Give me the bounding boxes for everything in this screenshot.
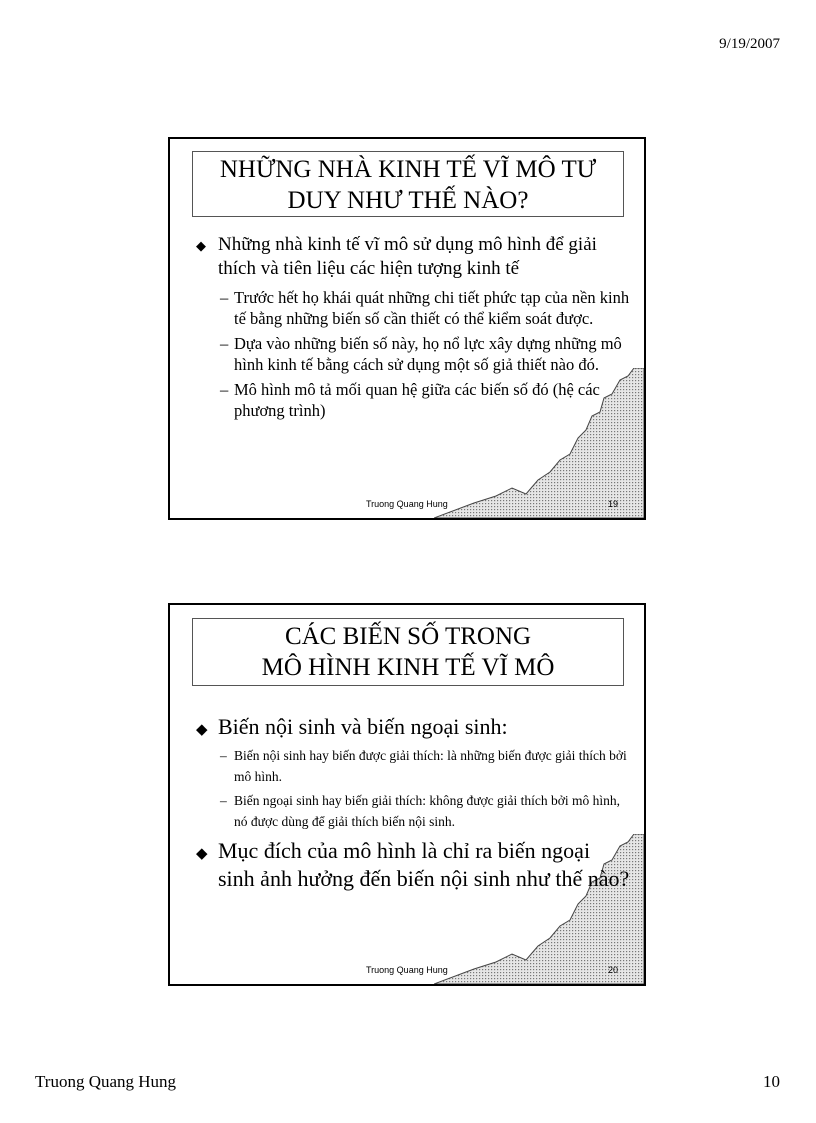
slide-title: [192, 151, 624, 217]
sub-bullet-text: Dựa vào những biến số này, họ nổ lực xây dựng những mô hình kinh tế bằng cách sử dụng một số giả thiết nào đó.: [234, 334, 622, 374]
sub-bullet-item: [194, 333, 630, 375]
sub-bullet-text: Biến nội sinh hay biến được giải thích: là những biến được giải thích bởi mô hình.: [234, 748, 627, 784]
bullet-item: [194, 233, 630, 281]
slide-title-line: NHỮNG NHÀ KINH TẾ VĨ MÔ TƯ: [219, 156, 597, 183]
page-footer-author: Truong Quang Hung: [35, 1072, 177, 1091]
sub-bullet-text: Trước hết họ khái quát những chi tiết phức tạp của nền kinh tế bằng những biến số cần thiết có thể kiểm soát được.: [234, 288, 630, 328]
diamond-bullet-icon: ◆: [196, 238, 206, 253]
page-number: 10: [763, 1072, 780, 1091]
slide-footer-author: Truong Quang Hung: [366, 965, 448, 975]
bullet-text: Biến nội sinh và biến ngoại sinh:: [218, 714, 508, 739]
dash-bullet-icon: –: [220, 793, 227, 808]
slide-title-line: DUY NHƯ THẾ NÀO?: [287, 187, 529, 214]
slide-title-line: CÁC BIẾN SỐ TRONG: [284, 623, 532, 650]
slide-content: [194, 713, 630, 893]
sub-bullet-text: Biến ngoại sinh hay biến giải thích: không được giải thích bởi mô hình, nó được dùng để giải thích biến nội sinh.: [234, 793, 621, 829]
sub-bullet-item: [194, 287, 630, 329]
slide-number: 19: [607, 499, 618, 509]
bullet-text: Mục đích của mô hình là chỉ ra biến ngoại sinh ảnh hưởng đến biến nội sinh như thế nào?: [218, 838, 630, 891]
bullet-text: Những nhà kinh tế vĩ mô sử dụng mô hình để giải thích và tiên liệu các hiện tượng kinh tế: [218, 234, 597, 279]
diamond-bullet-icon: ◆: [196, 846, 208, 862]
sub-bullet-item: [194, 745, 630, 787]
dash-bullet-icon: –: [220, 288, 229, 307]
sub-bullet-text: Mô hình mô tả mối quan hệ giữa các biến số đó (hệ các phương trình): [234, 380, 600, 420]
dash-bullet-icon: –: [220, 334, 229, 353]
slide-title: [192, 618, 624, 686]
diamond-bullet-icon: ◆: [196, 722, 208, 738]
slide-content: [194, 233, 630, 421]
slide-20: [168, 603, 646, 986]
sub-bullet-item: [194, 379, 630, 421]
sub-bullet-item: [194, 790, 630, 832]
bullet-item: [194, 837, 630, 893]
bullet-item: [194, 713, 630, 741]
page-date: 9/19/2007: [719, 36, 780, 52]
slide-footer-author: Truong Quang Hung: [366, 499, 448, 509]
dash-bullet-icon: –: [220, 748, 227, 763]
slide-number: 20: [607, 965, 618, 975]
slide-19: [168, 137, 646, 520]
dash-bullet-icon: –: [220, 380, 229, 399]
slide-title-line: MÔ HÌNH KINH TẾ VĨ MÔ: [261, 654, 555, 681]
